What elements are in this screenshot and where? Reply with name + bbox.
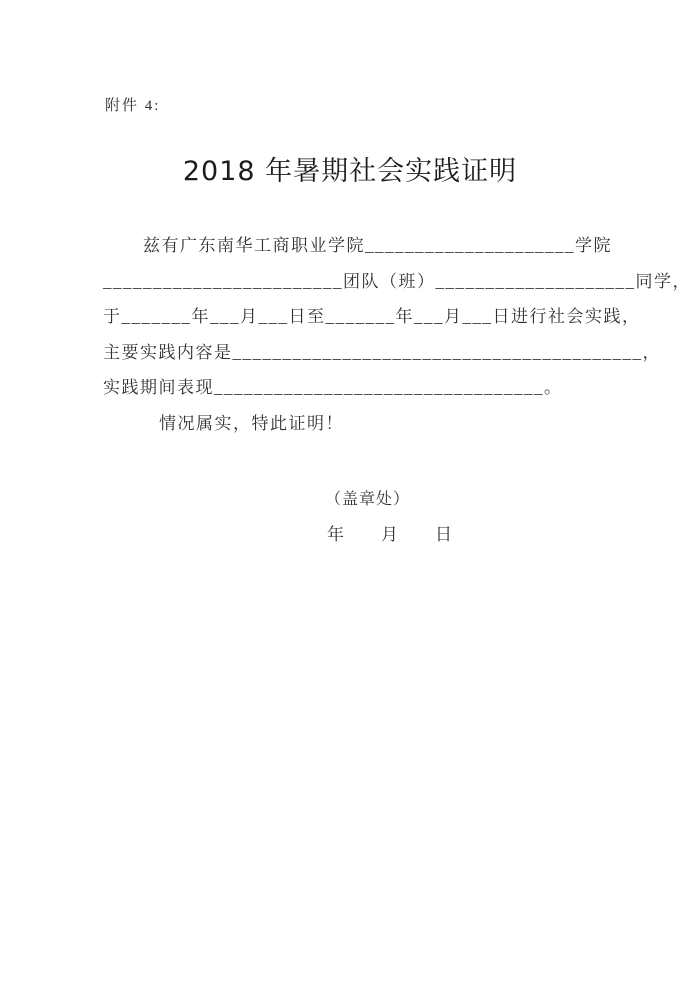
body-line-date-range-blank: 于_______年___月___日至_______年___月___日进行社会实践，: [103, 307, 641, 326]
body-line-college-blank: 兹有广东南华工商职业学院_____________________学院: [143, 236, 612, 255]
body-line-closing-statement: 情况属实，特此证明！: [159, 413, 344, 433]
seal-place-label: （盖章处）: [325, 491, 411, 508]
body-line-practice-content-blank: 主要实践内容是_________________________________________，: [103, 342, 661, 362]
body-line-performance-blank: 实践期间表现_________________________________。: [103, 378, 563, 397]
page-title: 2018 年暑期社会实践证明: [182, 156, 518, 187]
certificate-body: [103, 228, 691, 441]
attachment-label: 附件 4:: [105, 98, 161, 114]
body-line-team-class-blank: ________________________团队（班）____________________同学，: [103, 271, 691, 291]
date-line: 年 月 日: [327, 525, 453, 544]
